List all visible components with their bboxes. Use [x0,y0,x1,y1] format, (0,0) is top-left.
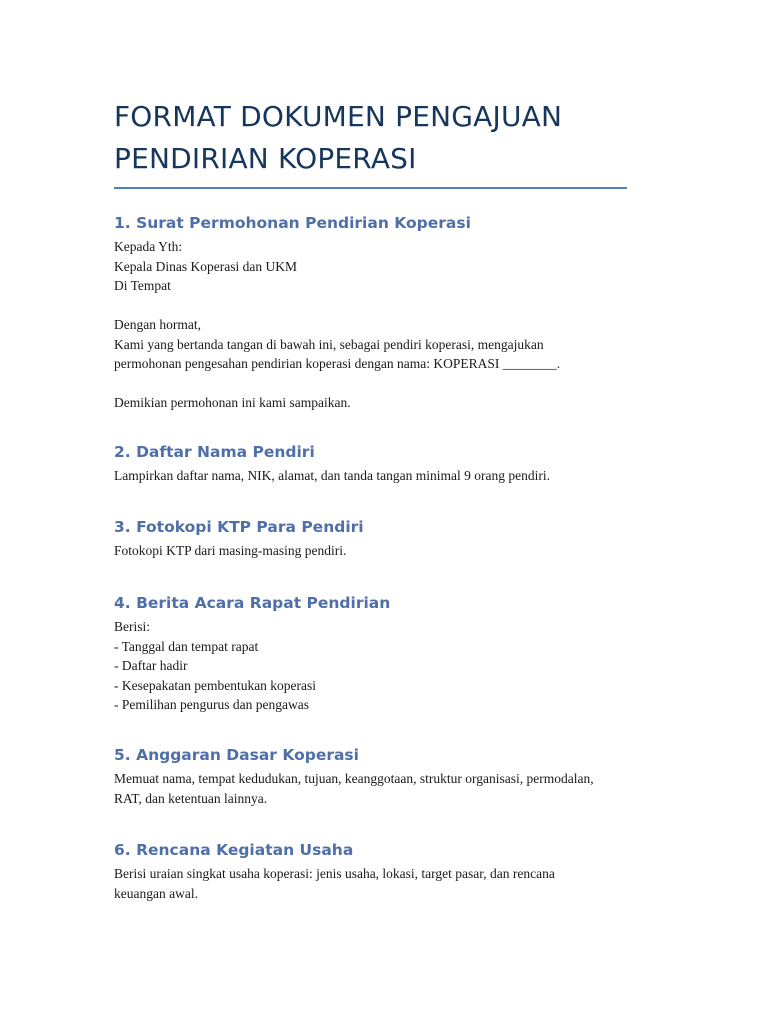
body-line: Berisi uraian singkat usaha koperasi: jenis usaha, lokasi, target pasar, dan rencana [114,866,555,881]
body-line: Kami yang bertanda tangan di bawah ini, sebagai pendiri koperasi, mengajukan [114,336,544,352]
body-line: Berisi: [114,619,150,634]
section-heading: 4. Berita Acara Rapat Pendirian [114,594,391,612]
body-line: - Kesepakatan pembentukan koperasi [114,677,317,693]
section-heading: 3. Fotokopi KTP Para Pendiri [114,518,364,536]
body-line: Lampirkan daftar nama, NIK, alamat, dan tanda tangan minimal 9 orang pendiri. [114,468,550,483]
body-line: Dengan hormat, [114,317,201,332]
blank-line [114,296,644,316]
body-line: - Pemilihan pengurus dan pengawas [114,697,309,712]
section-body [114,541,644,561]
body-line: Fotokopi KTP dari masing-masing pendiri. [114,543,347,558]
document-title-line: PENDIRIAN KOPERASI [114,142,417,175]
title-underline-rule [114,187,627,189]
body-line: Kepada Yth: [114,239,183,254]
section-heading: 6. Rencana Kegiatan Usaha [114,841,354,859]
blank-line [114,374,644,394]
body-line: RAT, dan ketentuan lainnya. [114,790,268,806]
document-title-line: FORMAT DOKUMEN PENGAJUAN [114,100,563,133]
section-daftar-nama [114,441,644,486]
body-line: Memuat nama, tempat kedudukan, tujuan, keanggotaan, struktur organisasi, permodalan, [114,771,594,786]
section-body [114,237,644,413]
section-fotokopi-ktp [114,516,644,561]
body-line: keuangan awal. [114,885,198,901]
section-rencana-kegiatan [114,839,644,903]
document-page [114,0,630,901]
body-line: - Daftar hadir [114,658,188,673]
section-body [114,864,644,903]
document-title [114,0,630,180]
section-heading: 1. Surat Permohonan Pendirian Koperasi [114,214,471,232]
body-line: - Tanggal dan tempat rapat [114,638,259,654]
section-body [114,769,644,808]
body-line: permohonan pengesahan pendirian koperasi dengan nama: KOPERASI ________. [114,356,561,371]
section-anggaran-dasar [114,744,644,808]
section-heading: 2. Daftar Nama Pendiri [114,443,315,461]
body-line: Demikian permohonan ini kami sampaikan. [114,395,351,410]
section-body [114,617,644,715]
section-berita-acara [114,592,644,715]
body-line: Di Tempat [114,278,171,293]
section-surat-permohonan [114,212,644,413]
section-body [114,466,644,486]
body-line: Kepala Dinas Koperasi dan UKM [114,258,297,274]
section-heading: 5. Anggaran Dasar Koperasi [114,746,359,764]
